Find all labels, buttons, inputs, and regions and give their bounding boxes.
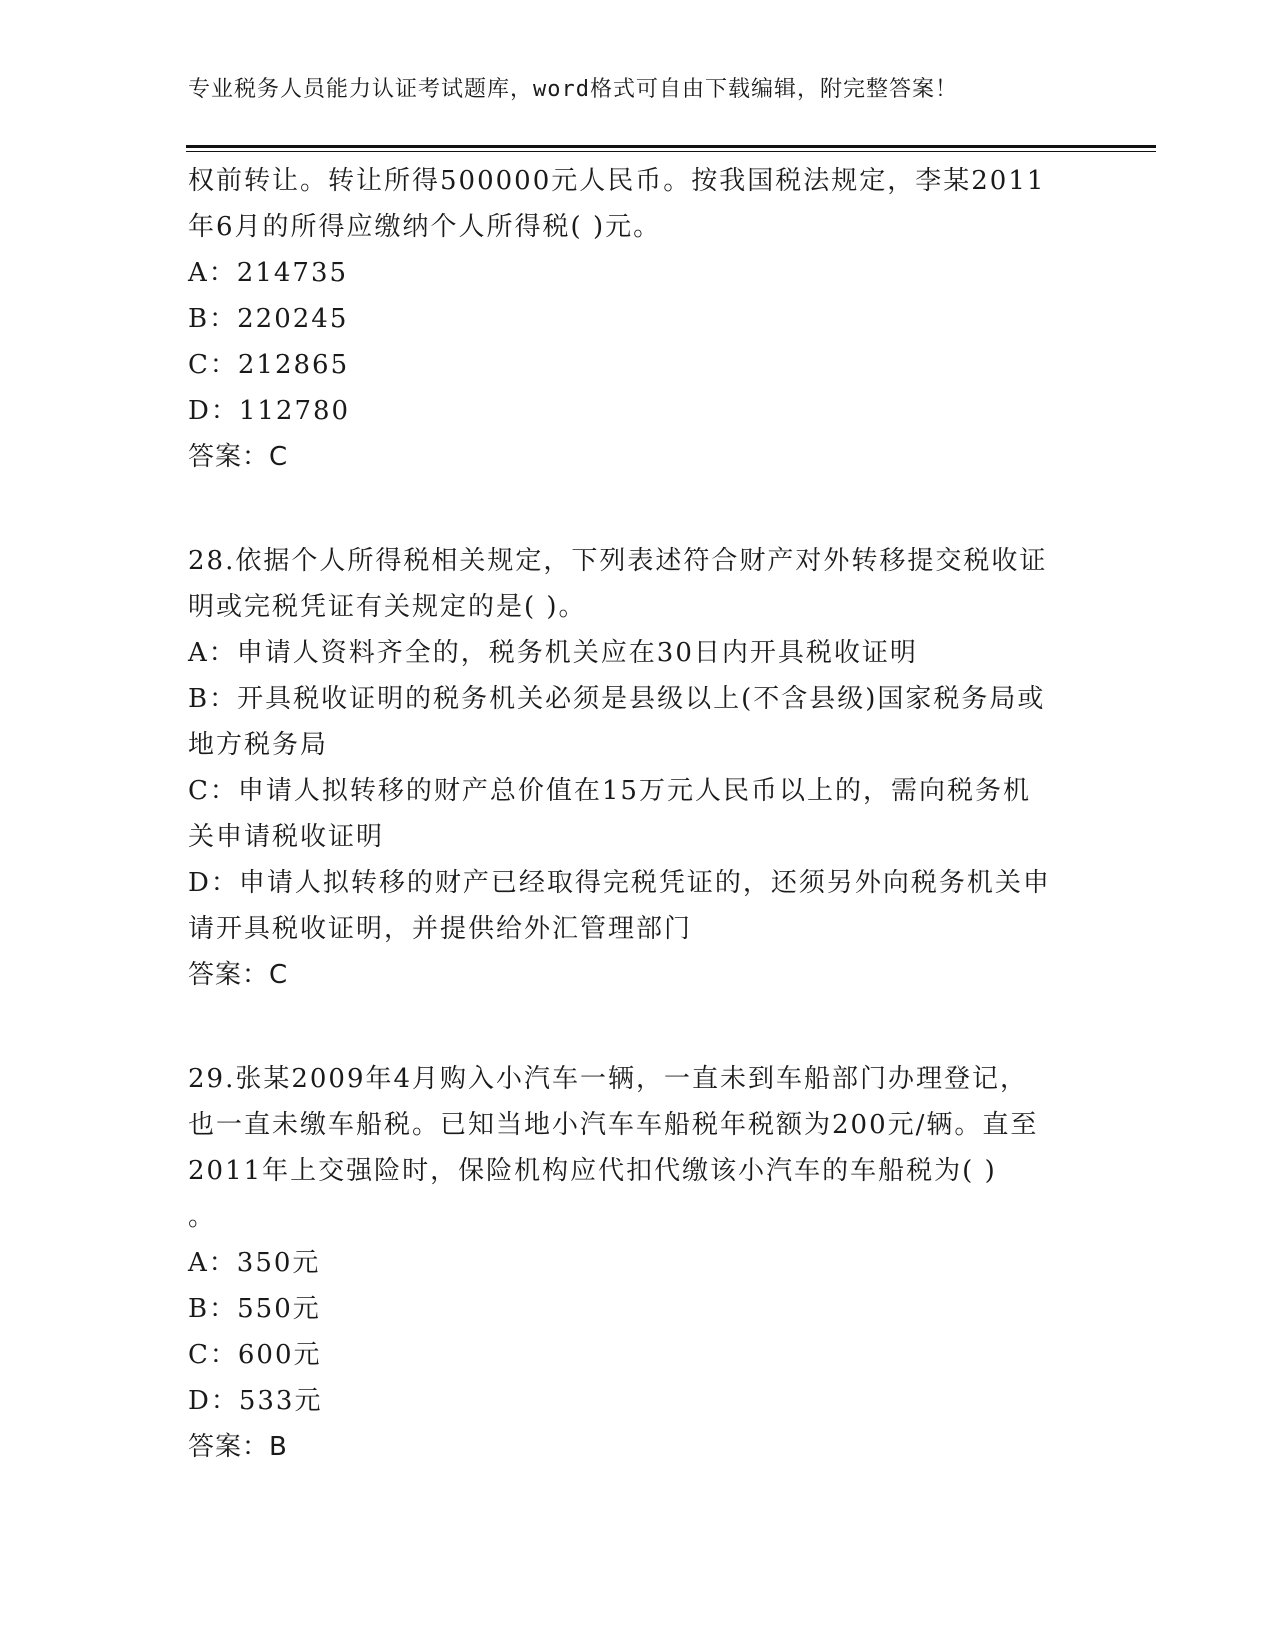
answer-line: 答案：B [188,1432,288,1462]
question-27 [188,158,1078,480]
header-divider-thick [186,145,1156,148]
answer-line: 答案：C [188,960,289,990]
option-b: B：220245 [188,304,349,334]
option-a: A：214735 [188,258,349,288]
page-header: 专业税务人员能力认证考试题库，word格式可自由下载编辑，附完整答案！ [188,77,958,102]
question-stem-line: 也一直未缴车船税。已知当地小汽车车船税年税额为200元/辆。直至 [188,1110,1039,1140]
option-a: A：350元 [188,1248,321,1278]
question-stem-line: 29.张某2009年4月购入小汽车一辆，一直未到车船部门办理登记， [188,1064,1029,1094]
question-stem-line: 2011年上交强险时，保险机构应代扣代缴该小汽车的车船税为( ) [188,1156,997,1186]
question-stem-line: 28.依据个人所得税相关规定，下列表述符合财产对外转移提交税收证 [188,546,1048,576]
header-divider-thin [186,151,1156,152]
option-c: C：申请人拟转移的财产总价值在15万元人民币以上的，需向税务机 [188,776,1031,806]
question-29 [188,1056,1078,1470]
option-d: D：申请人拟转移的财产已经取得完税凭证的，还须另外向税务机关申 [188,868,1051,898]
option-b: B：550元 [188,1294,321,1324]
option-d-continued: 请开具税收证明，并提供给外汇管理部门 [188,914,693,944]
question-stem-line: 。 [188,1202,217,1232]
option-d: D：112780 [188,396,351,426]
answer-line: 答案：C [188,442,289,472]
question-stem-line: 权前转让。转让所得500000元人民币。按我国税法规定，李某2011 [188,166,1046,196]
option-b: B：开具税收证明的税务机关必须是县级以上(不含县级)国家税务局或 [188,684,1046,714]
question-stem-line: 明或完税凭证有关规定的是( )。 [188,592,587,622]
option-d: D：533元 [188,1386,323,1416]
option-b-continued: 地方税务局 [188,730,329,760]
question-content [188,158,1078,1470]
question-28 [188,538,1078,998]
option-c: C：600元 [188,1340,322,1370]
option-c: C：212865 [188,350,350,380]
question-stem-line: 年6月的所得应缴纳个人所得税( )元。 [188,212,662,242]
option-a: A：申请人资料齐全的，税务机关应在30日内开具税收证明 [188,638,918,668]
option-c-continued: 关申请税收证明 [188,822,385,852]
